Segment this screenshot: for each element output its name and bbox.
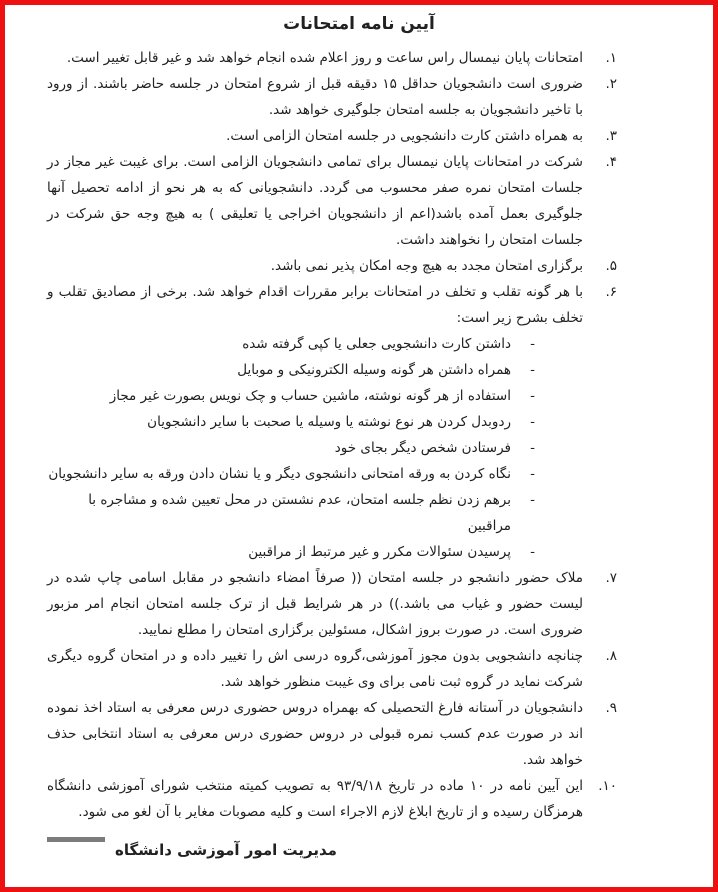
dash-marker: -	[530, 544, 535, 560]
item-number: ۸.	[605, 648, 617, 664]
list-item	[47, 149, 617, 253]
sub-item	[47, 539, 535, 565]
sub-item-text: برهم زدن نظم جلسه امتحان، عدم نشستن در محل تعیین شده و مشاجره با مراقبین	[88, 492, 511, 534]
item-number: ۷.	[605, 570, 617, 586]
sub-item	[47, 331, 535, 357]
item-number: ۶.	[605, 284, 617, 300]
list-item	[47, 71, 617, 123]
item-number: ۴.	[605, 154, 617, 170]
dash-marker: -	[530, 388, 535, 404]
violations-sublist	[47, 331, 617, 565]
sub-item-text: همراه داشتن هر گونه وسیله الکترونیکی و موبایل	[237, 362, 511, 378]
item-text: چنانچه دانشجویی بدون مجوز آموزشی،گروه درسی اش را تغییر داده و در امتحان گروه دیگری شرکت نماید در گروه ثبت نامی برای وی غیبت منظور خواهد شد.	[47, 648, 583, 690]
dash-marker: -	[530, 414, 535, 430]
signature-line	[47, 837, 105, 842]
item-text: شرکت در امتحانات پایان نیمسال برای تمامی دانشجویان الزامی است. برای غیبت غیر مجاز در جلسات امتحان نمره صفر محسوب می گردد. دانشجویانی که به هر نحو از ادامه تحصیل آنها جلوگیری بعمل آمده باشد(اعم از دانشجویان اخراجی یا تعلیقی ) به هیچ وجه حق شرکت در جلسات امتحان را نخواهند داشت.	[47, 154, 583, 248]
list-item	[47, 565, 617, 643]
item-text: با هر گونه تقلب و تخلف در امتحانات برابر مقررات اقدام خواهد شد. برخی از مصادیق تقلب و تخلف بشرح زیر است:	[47, 284, 583, 326]
sub-item-text: نگاه کردن به ورقه امتحانی دانشجوی دیگر و یا نشان دادن ورقه به سایر دانشجویان	[48, 466, 511, 482]
sub-item-text: فرستادن شخص دیگر بجای خود	[334, 440, 511, 456]
item-number: ۱۰.	[598, 778, 617, 794]
sub-item-text: استفاده از هر گونه نوشته، ماشین حساب و چک نویس بصورت غیر مجاز	[109, 388, 511, 404]
list-item	[47, 773, 617, 825]
document-footer	[5, 831, 713, 881]
item-number: ۱.	[605, 50, 617, 66]
sub-item-text: داشتن کارت دانشجویی جعلی یا کپی گرفته شده	[242, 336, 511, 352]
sub-item	[47, 357, 535, 383]
list-item	[47, 643, 617, 695]
list-item	[47, 253, 617, 279]
item-text: ضروری است دانشجویان حداقل ۱۵ دقیقه قبل از شروع امتحان در جلسه حاضر باشند. از ورود با تاخیر دانشجویان به جلسه امتحان جلوگیری خواهد شد.	[47, 76, 583, 118]
item-text: برگزاری امتحان مجدد به هیچ وجه امکان پذیر نمی باشد.	[270, 258, 583, 274]
list-item	[47, 45, 617, 71]
item-text: ملاک حضور دانشجو در جلسه امتحان (( صرفاً امضاء دانشجو در مقابل اسامی چاپ شده در لیست حضور و غیاب می باشد.)) در هر شرایط قبل از ترک جلسه امتحان انجام امر مزبور ضروری است. در صورت بروز اشکال، مسئولین برگزاری امتحان را مطلع نمایید.	[47, 570, 583, 638]
sub-item	[47, 409, 535, 435]
item-number: ۳.	[605, 128, 617, 144]
list-item	[47, 279, 617, 331]
sub-item-text: ردوبدل کردن هر نوع نوشته یا وسیله یا صحبت با سایر دانشجویان	[147, 414, 511, 430]
item-text: به همراه داشتن کارت دانشجویی در جلسه امتحان الزامی است.	[226, 128, 583, 144]
dash-marker: -	[530, 362, 535, 378]
dash-marker: -	[530, 492, 535, 508]
dash-marker: -	[530, 440, 535, 456]
dash-marker: -	[530, 336, 535, 352]
sub-item	[47, 487, 535, 539]
dash-marker: -	[530, 466, 535, 482]
list-item	[47, 123, 617, 149]
item-text: امتحانات پایان نیمسال راس ساعت و روز اعلام شده انجام خواهد شد و غیر قابل تغییر است.	[66, 50, 583, 66]
item-number: ۲.	[605, 76, 617, 92]
item-number: ۹.	[605, 700, 617, 716]
footer-label: مدیریت امور آموزشی دانشگاه	[115, 841, 337, 859]
item-text: این آیین نامه در ۱۰ ماده در تاریخ ۹۳/۹/۱۸ به تصویب کمیته منتخب شورای آموزشی دانشگاه هرمزگان رسیده و از تاریخ ابلاغ لازم الاجراء است و کلیه مصوبات مغایر با آن لغو می شود.	[47, 778, 583, 820]
sub-item	[47, 435, 535, 461]
item-number: ۵.	[605, 258, 617, 274]
sub-item	[47, 461, 535, 487]
sub-item-text: پرسیدن سئوالات مکرر و غیر مرتبط از مراقبین	[248, 544, 511, 560]
sub-item	[47, 383, 535, 409]
item-text: دانشجویان در آستانه فارغ التحصیلی که بهمراه دروس حضوری درس معرفی به استاد اخذ نموده اند در صورت عدم کسب نمره قبولی در دروس حضوری درس معرفی به استاد انتخابی حذف خواهد شد.	[47, 700, 583, 768]
list-item	[47, 695, 617, 773]
regulations-list	[5, 34, 713, 825]
page-title: آیین نامه امتحانات	[283, 14, 435, 34]
